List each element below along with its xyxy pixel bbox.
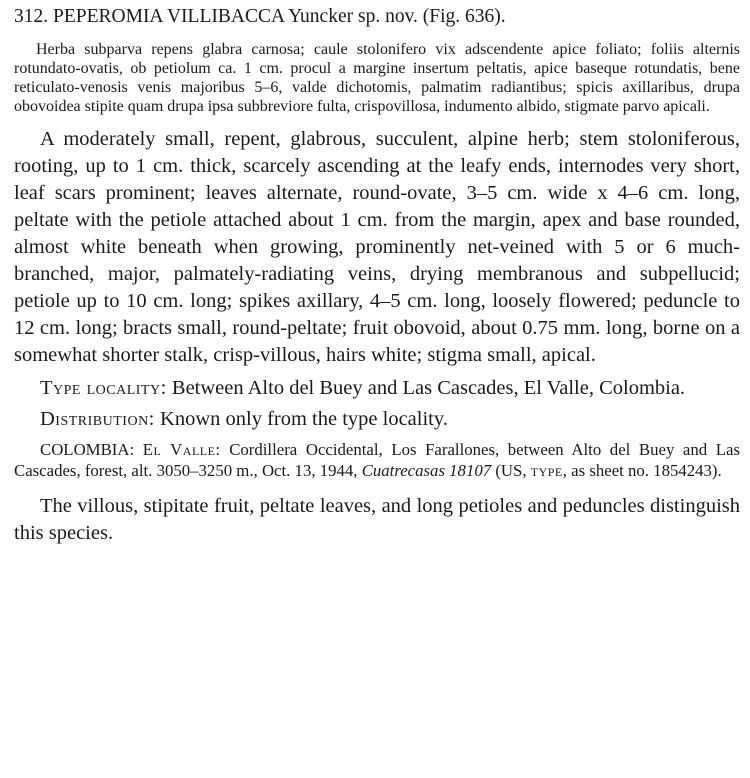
latin-diagnosis: Herba subparva repens glabra carnosa; caule stolonifero vix adscendente apice foliato; foliis alternis rotundato-ovatis, ob petiolum ca. 1 cm. procul a margine insertum peltatis, apice baseque rotundatis, bene reticulato-venosis venis majoribus 5–6, valde dichotomis, palmatim radiantibus; spicis axillaribus, drupa obovoidea stipite quam drupa ipsa subbreviore fulta, crispovillosa, indumento albido, stigmate parvo apicali.	[14, 41, 740, 115]
specimen-type-label: type	[530, 461, 563, 480]
diagnostic-note: The villous, stipitate fruit, peltate leaves, and long petioles and peduncles distinguish this species.	[14, 495, 740, 544]
distribution-text: Known only from the type locality.	[154, 408, 448, 430]
species-name: PEPEROMIA VILLIBACCA	[53, 6, 284, 27]
specimen-region: El Valle:	[142, 440, 221, 459]
specimen-herbarium-pre: (US,	[491, 461, 531, 480]
type-locality	[14, 375, 740, 402]
distribution-label: Distribution:	[40, 408, 155, 430]
species-number: 312.	[14, 6, 49, 27]
specimen-country: COLOMBIA:	[40, 440, 135, 459]
species-heading	[14, 4, 740, 30]
species-author: Yuncker sp. nov. (Fig. 636).	[288, 6, 506, 27]
specimen-citation	[14, 439, 740, 481]
specimen-locality: Cordillera Occidental, Los Farallones, between Alto del Buey and Las Cascades, forest, alt. 3050–3250 m., Oct. 13, 1944,	[14, 440, 740, 480]
distribution	[14, 406, 740, 433]
specimen-herbarium-post: , as sheet no. 1854243).	[562, 461, 722, 480]
species-entry	[14, 4, 740, 547]
type-locality-label: Type locality:	[40, 377, 167, 399]
english-description: A moderately small, repent, glabrous, succulent, alpine herb; stem stoloniferous, rooting, up to 1 cm. thick, scarcely ascending at the leafy ends, internodes very short, leaf scars prominent; leaves alternate, round-ovate, 3–5 cm. wide x 4–6 cm. long, peltate with the petiole attached about 1 cm. from the margin, apex and base rounded, almost white beneath when growing, prominently net-veined with 5 or 6 much-branched, major, palmately-radiating veins, drying membranous and subpellucid; petiole up to 10 cm. long; spikes axillary, 4–5 cm. long, loosely flowered; peduncle to 12 cm. long; bracts small, round-peltate; fruit obovoid, about 0.75 mm. long, borne on a somewhat shorter stalk, crisp-villous, hairs white; stigma small, apical.	[14, 128, 740, 366]
type-locality-text: Between Alto del Buey and Las Cascades, El Valle, Colombia.	[166, 377, 686, 399]
specimen-collector: Cuatrecasas 18107	[361, 461, 492, 480]
